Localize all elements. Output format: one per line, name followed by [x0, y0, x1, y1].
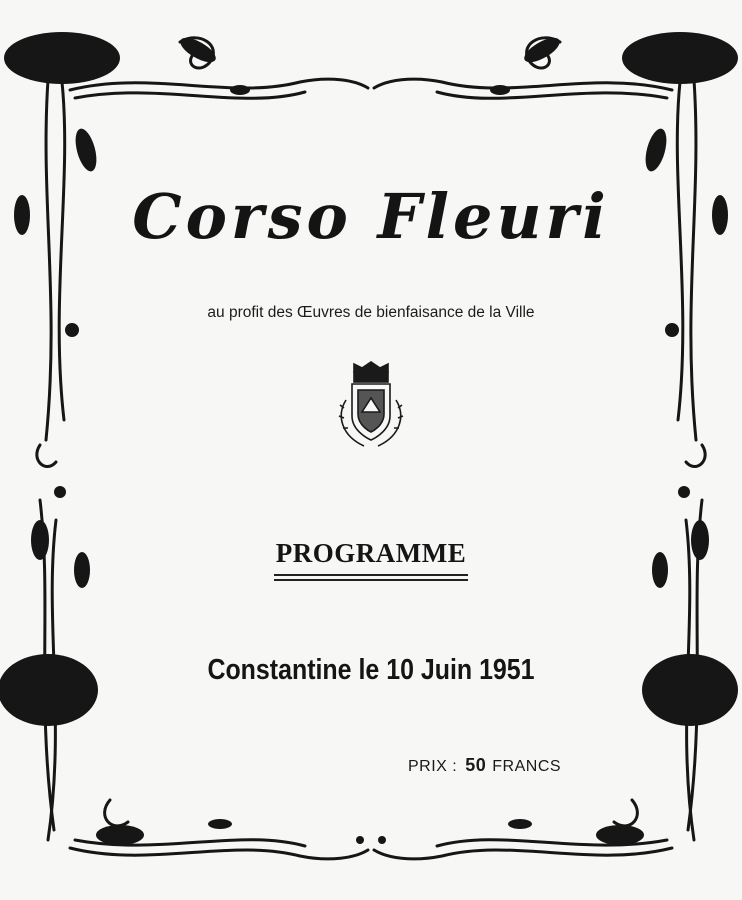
coat-of-arms-icon: [332, 360, 410, 450]
event-date-place: Constantine le 10 Juin 1951: [207, 654, 535, 686]
price-label: PRIX :: [408, 758, 458, 775]
heading-underline-top: [274, 574, 468, 576]
subtitle: au profit des Œuvres de bienfaisance de la Ville: [207, 304, 535, 321]
page-title: Corso Fleuri: [132, 180, 610, 253]
heading-underline-bottom: [274, 579, 468, 581]
price-currency: FRANCS: [492, 758, 562, 775]
price-amount: 50: [465, 755, 487, 775]
price: [408, 755, 561, 776]
programme-heading: PROGRAMME: [275, 538, 467, 568]
